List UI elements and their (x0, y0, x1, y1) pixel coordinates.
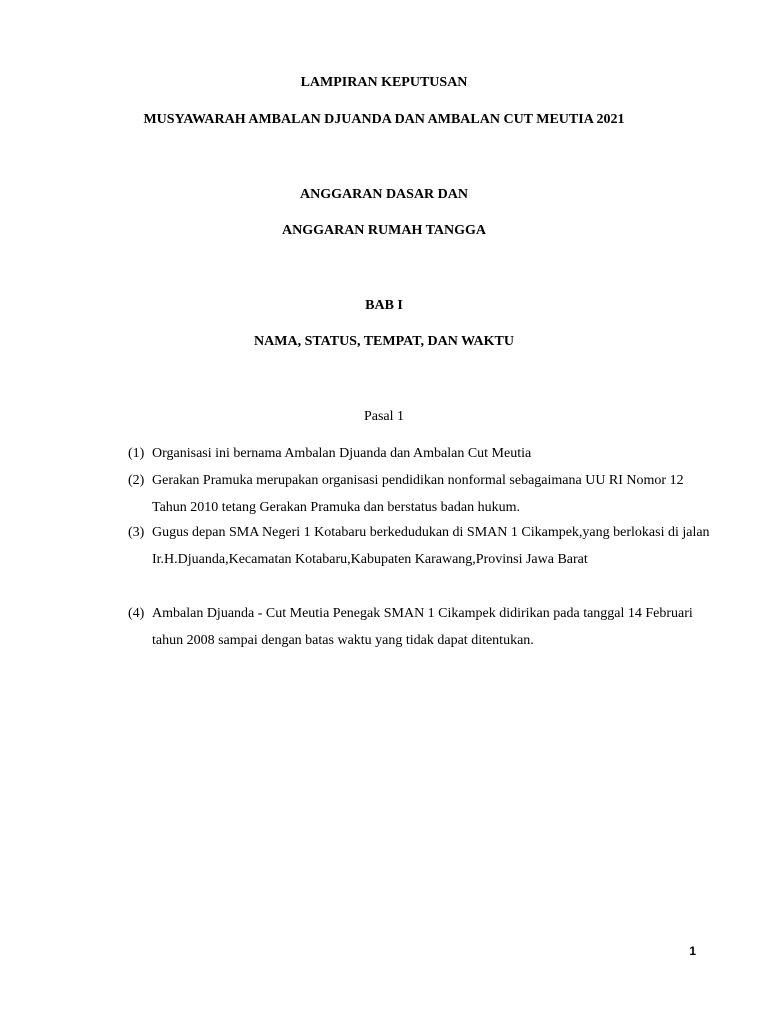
list-item-number: (1) (128, 446, 145, 461)
header-line-2: MUSYAWARAH AMBALAN DJUANDA DAN AMBALAN CUT MEUTIA 2021 (143, 112, 625, 127)
list-item (128, 440, 718, 467)
list-item (128, 600, 718, 654)
list-item-number: (4) (128, 606, 145, 621)
chapter-name: NAMA, STATUS, TEMPAT, DAN WAKTU (254, 334, 514, 349)
list-item-text: Organisasi ini bernama Ambalan Djuanda dan Ambalan Cut Meutia (152, 446, 532, 461)
list-item-text: Gugus depan SMA Negeri 1 Kotabaru berkedudukan di SMAN 1 Cikampek,yang berlokasi di jalan Ir.H.Djuanda,Kecamatan Kotabaru,Kabupaten Karawang,Provinsi Jawa Barat (152, 525, 710, 567)
title-line-1: ANGGARAN DASAR DAN (300, 187, 468, 202)
list-item (128, 467, 718, 521)
list-item (128, 519, 718, 573)
list-item-number: (2) (128, 473, 145, 488)
chapter-number: BAB I (365, 298, 403, 313)
list-item-text: Gerakan Pramuka merupakan organisasi pendidikan nonformal sebagaimana UU RI Nomor 12 Tahun 2010 tetang Gerakan Pramuka dan berstatus badan hukum. (152, 473, 684, 515)
list-item-text: Ambalan Djuanda - Cut Meutia Penegak SMAN 1 Cikampek didirikan pada tanggal 14 Februari tahun 2008 sampai dengan batas waktu yang tidak dapat ditentukan. (152, 606, 693, 648)
page-number: 1 (689, 944, 696, 958)
header-line-1: LAMPIRAN KEPUTUSAN (300, 75, 468, 90)
article-title: Pasal 1 (363, 409, 405, 424)
title-line-2: ANGGARAN RUMAH TANGGA (281, 223, 487, 238)
list-item-number: (3) (128, 525, 145, 540)
